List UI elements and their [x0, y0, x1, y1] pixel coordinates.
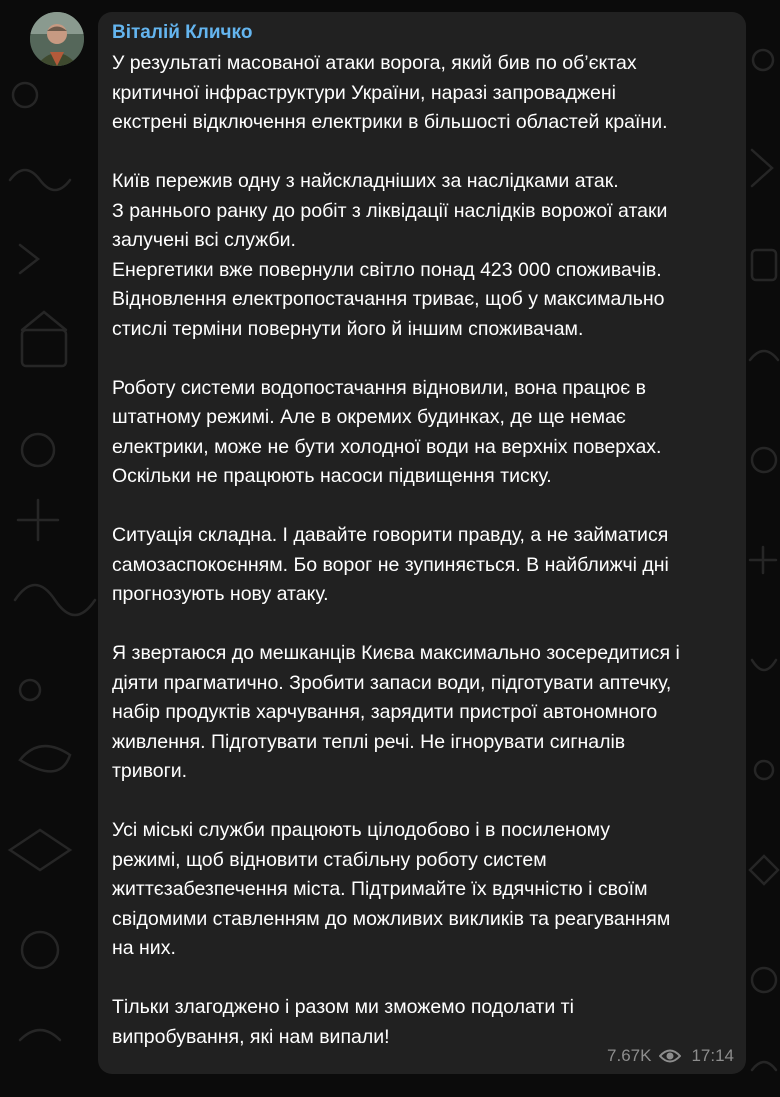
message-paragraph: Усі міські служби працюють цілодобово і в посиленому режимі, щоб відновити стабільну роботу систем життєзабезпечення міста. Підтримайте їх вдячністю і своїм свідомими ставленням до можливих викликів та реагуванням на них.: [112, 819, 671, 959]
message-meta: [607, 1046, 734, 1066]
message-time: 17:14: [691, 1046, 734, 1065]
sender-avatar[interactable]: [30, 12, 84, 66]
message-paragraph: У результаті масованої атаки ворога, який бив по об’єктах критичної інфраструктури України, наразі запроваджені екстрені відключення електрики в більшості областей країни.: [112, 52, 668, 133]
view-count: 7.67K: [607, 1046, 652, 1065]
eye-icon: [659, 1048, 681, 1064]
message-paragraph: Київ пережив одну з найскладніших за наслідками атак. З раннього ранку до робіт з ліквідації наслідків ворожої атаки залучені всі служби. Енергетики вже повернули світло понад 423 000 споживачів. Відновлення електропостачання триває, щоб у максимально стислі терміни повернути його й іншим споживачам.: [112, 170, 668, 340]
message-paragraph: Ситуація складна. І давайте говорити правду, а не займатися самозаспокоєнням. Бо ворог не зупиняється. В найближчі дні прогнозують нову атаку.: [112, 524, 669, 605]
message-paragraph: Я звертаюся до мешканців Києва максимально зосередитися і діяти прагматично. Зробити запаси води, підготувати аптечку, набір продуктів харчування, зарядити пристрої автономного живлення. Підготувати теплі речі. Не ігнорувати сигналів тривоги.: [112, 642, 680, 782]
person-avatar-icon: [30, 12, 84, 66]
message-paragraph: Тільки злагоджено і разом ми зможемо подолати ті випробування, які нам випали!: [112, 996, 574, 1048]
message-bubble: [98, 12, 746, 1074]
message-paragraph: Роботу системи водопостачання відновили, вона працює в штатному режимі. Але в окремих будинках, де ще немає електрики, може не бути холодної води на верхніх поверхах. Оскільки не працюють насоси підвищення тиску.: [112, 376, 662, 487]
sender-name[interactable]: Віталій Кличко: [112, 22, 253, 43]
